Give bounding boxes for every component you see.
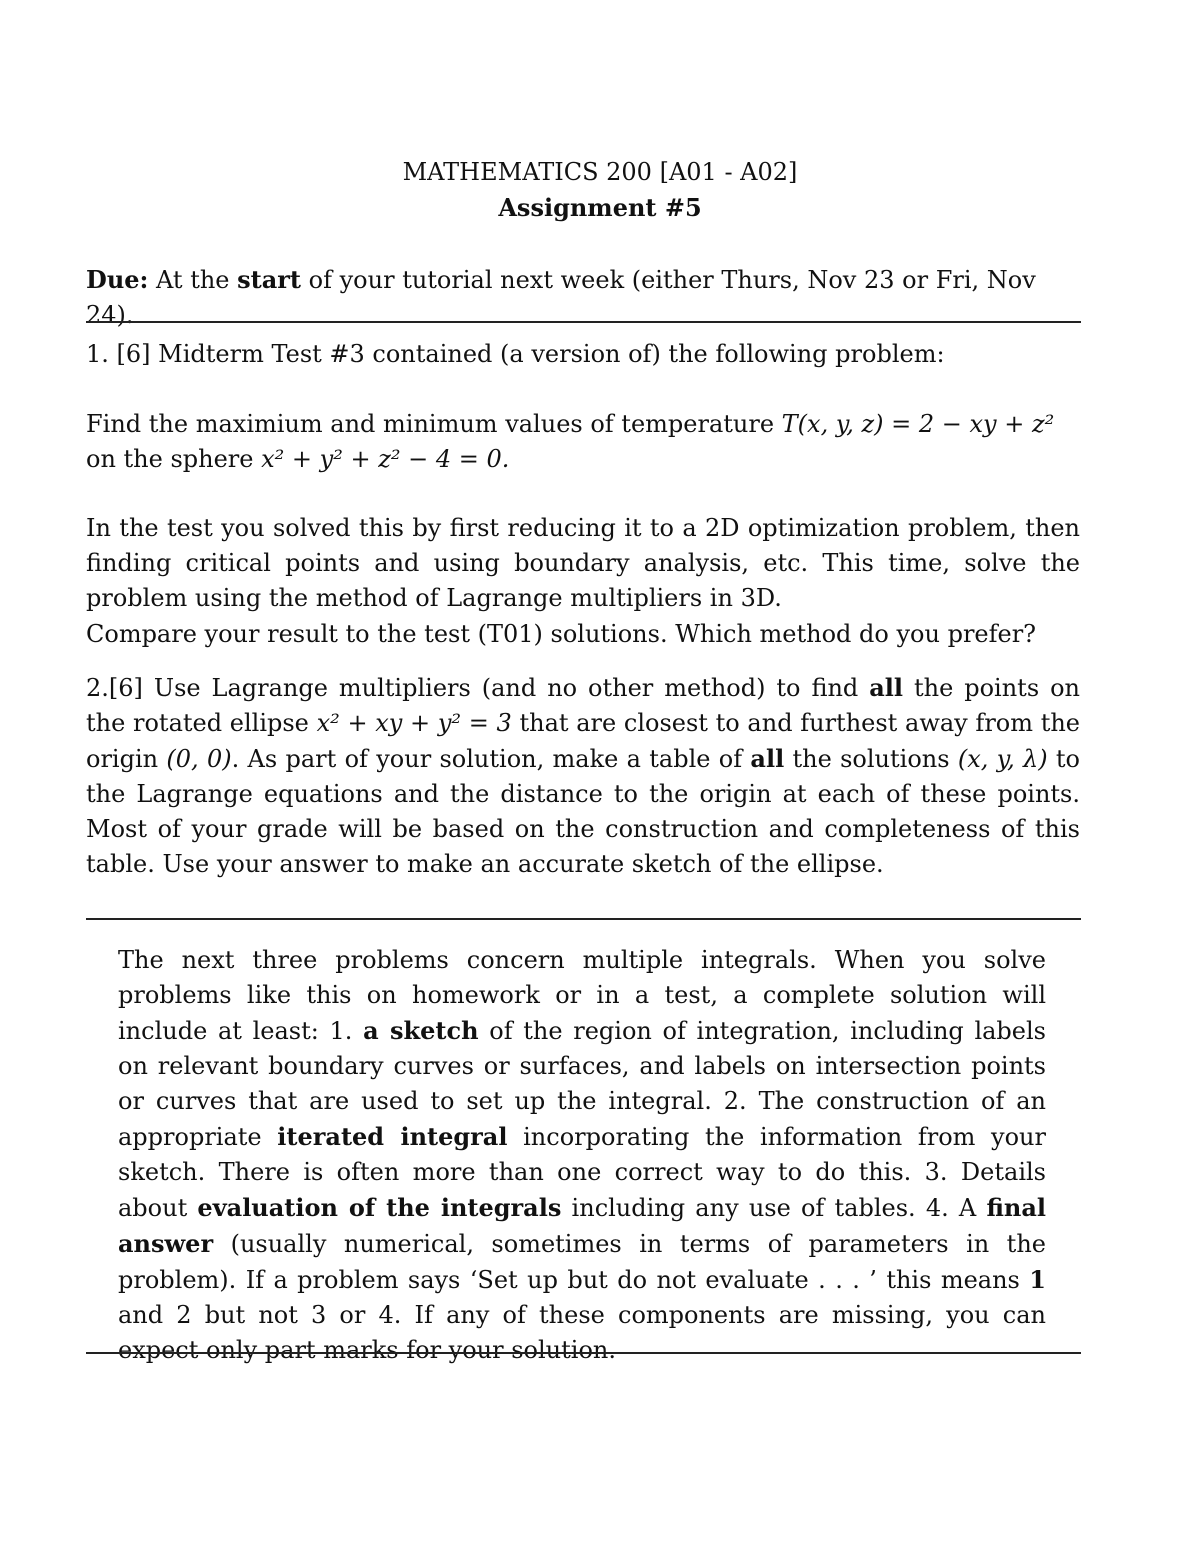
statement-text: Find the maximium and minimum values of temperature [86, 410, 782, 438]
due-label: Due: [86, 265, 149, 294]
p2-bold-all: all [869, 673, 904, 702]
p2-text: to the Lagrange equations and the distance to the origin at each of these points. Most of your grade will be based on the construction and completeness of this table. Use your answer to make an accurate sketch of the ellipse. [86, 745, 1080, 878]
integrals-note [118, 943, 1046, 1368]
divider-top [86, 321, 1081, 323]
problem-1-intro: 1. [6] Midterm Test #3 contained (a version of) the following problem: [86, 340, 945, 368]
note-text: and 2 but not 3 or 4. If any of these components are missing, you can expect only part marks for your solution. [118, 1301, 1046, 1364]
p2-bold-all: all [750, 744, 785, 773]
due-start-word: start [237, 265, 302, 294]
assignment-title: Assignment #5 [498, 193, 702, 222]
statement-text-2: on the sphere [86, 445, 262, 473]
note-bold: iterated integral [277, 1122, 508, 1151]
note-bold: evaluation of the integrals [197, 1193, 562, 1222]
p2-text: the points on the rotated ellipse [86, 674, 1080, 737]
note-text: incorporating the information from your sketch. There is often more than one correct way to do this. 3. Details about [118, 1123, 1046, 1222]
course-title: MATHEMATICS 200 [A01 - A02] [402, 158, 798, 186]
temperature-function: T(x, y, z) = 2 − xy + z² [781, 410, 1055, 438]
note-text: (usually numerical, sometimes in terms of parameters in the problem). If a problem says ‘Set up but do not evaluate . . . ’ this means [118, 1230, 1046, 1294]
note-text: The next three problems concern multiple integrals. When you solve problems like this on homework or in a test, a complete solution will include at least: 1. [118, 946, 1046, 1045]
p2-text: the solutions [784, 745, 958, 773]
ellipse-equation: x² + xy + y² = 3 [316, 709, 512, 737]
origin-point: (0, 0) [166, 745, 232, 773]
p2-text: that are closest to and furthest away from the origin [86, 709, 1080, 773]
divider-middle [86, 918, 1081, 920]
due-text-rest: of your tutorial next week (either Thurs, Nov 23 or Fri, Nov 24). [86, 266, 1036, 329]
p2-text: . As part of your solution, make a table of [231, 745, 751, 773]
divider-bottom [86, 1352, 1081, 1354]
note-bold: 1 [1029, 1265, 1046, 1294]
problem-2-text [86, 670, 1080, 882]
note-text: including any use of tables. 4. A [561, 1194, 987, 1222]
note-bold: a sketch [363, 1016, 479, 1045]
note-text: of the region of integration, including labels on relevant boundary curves or surfaces, and labels on intersection points or curves that are used to set up the integral. 2. The construction of an appropriate [118, 1017, 1046, 1151]
p2-text: 2.[6] Use Lagrange multipliers (and no other method) to find [86, 674, 870, 702]
due-text: At the [148, 266, 238, 294]
problem-1-compare: Compare your result to the test (T01) solutions. Which method do you prefer? [86, 620, 1037, 648]
sphere-equation: x² + y² + z² − 4 = 0. [261, 445, 510, 473]
problem-1-statement [86, 407, 1080, 477]
solution-tuple: (x, y, λ) [957, 745, 1048, 773]
problem-1-instructions: In the test you solved this by first reducing it to a 2D optimization problem, then finding critical points and using boundary analysis, etc. This time, solve the problem using the method of Lagrange multipliers in 3D. [86, 514, 1080, 612]
note-bold: final answer [118, 1193, 1047, 1258]
